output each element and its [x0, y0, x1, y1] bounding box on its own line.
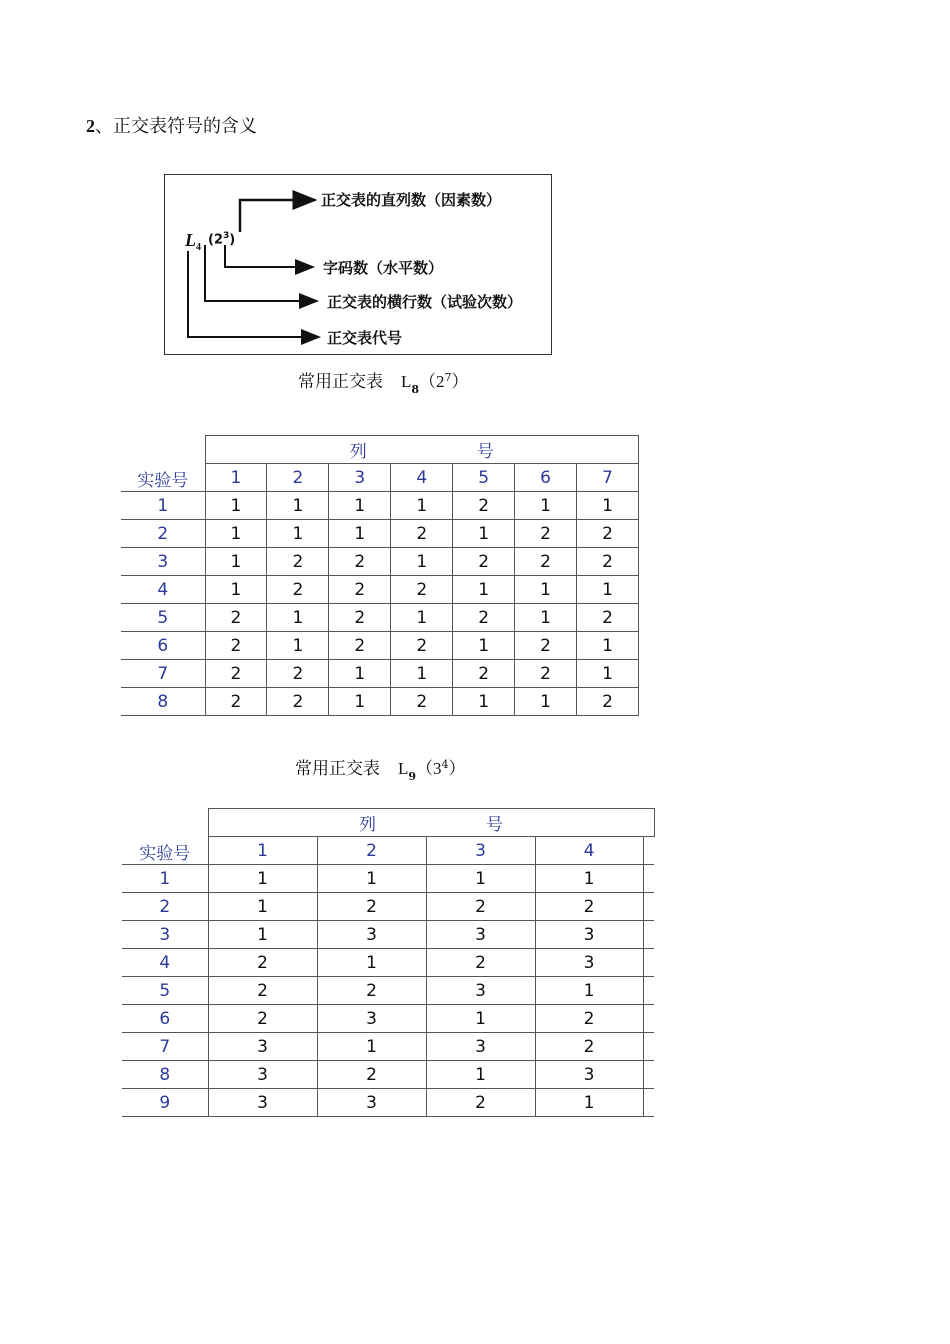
table1-cell: 2	[577, 604, 639, 632]
table1-cell: 1	[515, 604, 577, 632]
table1-cell: 1	[205, 576, 267, 604]
table2-cell: 1	[317, 1033, 426, 1061]
table1-cell: 2	[515, 520, 577, 548]
table-row	[121, 520, 639, 548]
table2-cell: 2	[426, 949, 535, 977]
table1-row-number: 1	[121, 492, 205, 520]
table2-cell: 3	[317, 921, 426, 949]
table2-cell: 1	[208, 893, 317, 921]
table2-cell: 3	[317, 1005, 426, 1033]
arrow-levels	[225, 245, 313, 267]
table1-cell: 2	[205, 632, 267, 660]
table1-cell: 2	[267, 576, 329, 604]
table1-cell: 2	[267, 548, 329, 576]
table2-cell: 2	[535, 893, 643, 921]
table1-cell: 2	[391, 576, 453, 604]
table-row	[121, 548, 639, 576]
table1-cell: 1	[267, 492, 329, 520]
table1-row-number: 5	[121, 604, 205, 632]
table2-cell: 2	[208, 949, 317, 977]
table1-row-number: 4	[121, 576, 205, 604]
table2-cell: 2	[535, 1005, 643, 1033]
table-row	[122, 1061, 654, 1089]
table2-row-number: 5	[122, 977, 208, 1005]
table2-cell: 1	[426, 1061, 535, 1089]
table2-blank-cell	[643, 949, 654, 977]
table1-cell: 2	[329, 604, 391, 632]
table2-blank-cell	[643, 893, 654, 921]
table1-cell: 2	[391, 688, 453, 716]
table-row	[122, 1089, 654, 1117]
table1-cell: 1	[267, 604, 329, 632]
table2-row-number: 8	[122, 1061, 208, 1089]
table2-blank-cell	[643, 1005, 654, 1033]
label-rows: 正交表的横行数（试验次数）	[327, 293, 523, 311]
table1-cell: 1	[391, 548, 453, 576]
table1-row-number: 3	[121, 548, 205, 576]
table2-cell: 2	[535, 1033, 643, 1061]
table1-cell: 1	[453, 576, 515, 604]
table2-cell: 1	[317, 949, 426, 977]
table1-cell: 1	[329, 688, 391, 716]
table2-row-number: 4	[122, 949, 208, 977]
table1-cell: 2	[453, 660, 515, 688]
table2-cell: 2	[426, 893, 535, 921]
table-row	[122, 921, 654, 949]
table1-cell: 1	[515, 576, 577, 604]
label-code: 正交表代号	[327, 329, 403, 347]
table-row	[121, 632, 639, 660]
diagram-params: $(2^3)$	[208, 231, 236, 248]
table-row	[121, 688, 639, 716]
table1-cell: 2	[329, 548, 391, 576]
table1-cell: 2	[515, 548, 577, 576]
table-row	[122, 865, 654, 893]
table2-row-number: 6	[122, 1005, 208, 1033]
table1-cell: 2	[515, 660, 577, 688]
table2-cell: 3	[208, 1089, 317, 1117]
table2-cell: 2	[317, 977, 426, 1005]
table2-cell: 3	[208, 1033, 317, 1061]
table2-blank-cell	[643, 1089, 654, 1117]
table1-cell: 1	[515, 492, 577, 520]
table2-cell: 2	[208, 977, 317, 1005]
table1-row-number: 8	[121, 688, 205, 716]
table2-row-number: 3	[122, 921, 208, 949]
table-row	[122, 977, 654, 1005]
table2-cell: 1	[208, 921, 317, 949]
table2-row-number: 2	[122, 893, 208, 921]
table1-cell: 2	[205, 660, 267, 688]
table2-blank-cell	[643, 865, 654, 893]
table2-cell: 3	[535, 1061, 643, 1089]
table-row	[122, 949, 654, 977]
table2-cell: 1	[426, 1005, 535, 1033]
table2-cell: 1	[535, 977, 643, 1005]
table1-cell: 1	[329, 520, 391, 548]
table1-cell: 2	[205, 604, 267, 632]
table-row	[121, 492, 639, 520]
table1-corner: 实验号	[121, 436, 205, 492]
symbol-diagram	[164, 174, 552, 355]
table1-cell: 2	[577, 520, 639, 548]
table2-row-number: 9	[122, 1089, 208, 1117]
table1-cell: 2	[391, 520, 453, 548]
table1-column-header: 1	[205, 464, 267, 492]
table2-blank-cell	[643, 1061, 654, 1089]
table1-cell: 2	[267, 660, 329, 688]
table1-column-header: 3	[329, 464, 391, 492]
table2-cell: 2	[426, 1089, 535, 1117]
table1-cell: 1	[453, 520, 515, 548]
table2-cell: 1	[426, 865, 535, 893]
table2-cell: 3	[535, 949, 643, 977]
table1-cell: 1	[515, 688, 577, 716]
table1-cell: 1	[329, 492, 391, 520]
diagram-symbol: $L_4$	[185, 230, 201, 253]
table1-cell: 2	[453, 492, 515, 520]
arrow-code	[188, 251, 319, 337]
table2-cell: 2	[317, 1061, 426, 1089]
table2-column-header: 4	[535, 837, 643, 865]
table1-cell: 1	[391, 660, 453, 688]
table2-cell: 1	[208, 865, 317, 893]
table1-column-title: 列 号	[205, 436, 639, 464]
table2-blank-cell	[643, 1033, 654, 1061]
table2-cell: 1	[535, 1089, 643, 1117]
table1-row-number: 7	[121, 660, 205, 688]
table2-cell: 3	[317, 1089, 426, 1117]
table1-cell: 1	[267, 632, 329, 660]
label-levels: 字码数（水平数）	[323, 259, 444, 277]
table1-cell: 2	[515, 632, 577, 660]
table1-cell: 2	[329, 632, 391, 660]
orthogonal-table-l9	[122, 808, 655, 1117]
table2-column-header: 3	[426, 837, 535, 865]
table2-cell: 3	[426, 977, 535, 1005]
table1-row-number: 6	[121, 632, 205, 660]
table1-cell: 1	[267, 520, 329, 548]
table1-cell: 2	[329, 576, 391, 604]
table1-cell: 2	[267, 688, 329, 716]
section-number: 2	[86, 116, 95, 136]
section-heading	[86, 112, 257, 138]
table1-cell: 2	[577, 548, 639, 576]
table2-cell: 1	[535, 865, 643, 893]
table2-cell: 3	[426, 1033, 535, 1061]
table2-cell: 3	[208, 1061, 317, 1089]
table1-cell: 1	[577, 660, 639, 688]
table1-cell: 1	[391, 492, 453, 520]
table-row	[122, 1005, 654, 1033]
table1-cell: 1	[453, 688, 515, 716]
table1-caption: 常用正交表 $L_8(2^7)$	[298, 371, 469, 396]
table1-cell: 2	[205, 688, 267, 716]
table2-row-number: 7	[122, 1033, 208, 1061]
table2-cell: 2	[317, 893, 426, 921]
table1-cell: 2	[391, 632, 453, 660]
table-row	[121, 660, 639, 688]
table1-cell: 1	[205, 492, 267, 520]
table2-cell: 3	[426, 921, 535, 949]
table1-cell: 1	[205, 548, 267, 576]
section-title: 、正交表符号的含义	[95, 116, 257, 137]
orthogonal-table-l8	[121, 435, 639, 716]
table2-cell: 3	[535, 921, 643, 949]
table1-cell: 1	[577, 576, 639, 604]
table1-cell: 1	[391, 604, 453, 632]
table1-column-header: 7	[577, 464, 639, 492]
table-row	[121, 576, 639, 604]
table2-blank-cell	[643, 837, 654, 865]
table2-corner: 实验号	[122, 809, 208, 865]
table2-row-number: 1	[122, 865, 208, 893]
table-row	[122, 1033, 654, 1061]
table1-cell: 2	[453, 604, 515, 632]
table1-cell: 2	[453, 548, 515, 576]
table2-cell: 2	[208, 1005, 317, 1033]
table1-row-number: 2	[121, 520, 205, 548]
table2-caption: 常用正交表 $L_9(3^4)$	[295, 758, 466, 783]
table1-column-header: 5	[453, 464, 515, 492]
table1-cell: 1	[577, 632, 639, 660]
table-row	[121, 604, 639, 632]
table1-column-header: 6	[515, 464, 577, 492]
table1-cell: 2	[577, 688, 639, 716]
table2-column-title: 列 号	[208, 809, 654, 837]
label-columns: 正交表的直列数（因素数）	[321, 191, 502, 209]
table2-column-header: 1	[208, 837, 317, 865]
table1-cell: 1	[329, 660, 391, 688]
table-row	[122, 893, 654, 921]
table1-cell: 1	[453, 632, 515, 660]
arrow-rows	[205, 245, 317, 301]
table1-cell: 1	[577, 492, 639, 520]
table1-column-header: 2	[267, 464, 329, 492]
table2-column-header: 2	[317, 837, 426, 865]
table1-column-header: 4	[391, 464, 453, 492]
table2-blank-cell	[643, 977, 654, 1005]
table2-cell: 1	[317, 865, 426, 893]
table1-cell: 1	[205, 520, 267, 548]
arrow-columns	[240, 200, 315, 232]
table2-blank-cell	[643, 921, 654, 949]
